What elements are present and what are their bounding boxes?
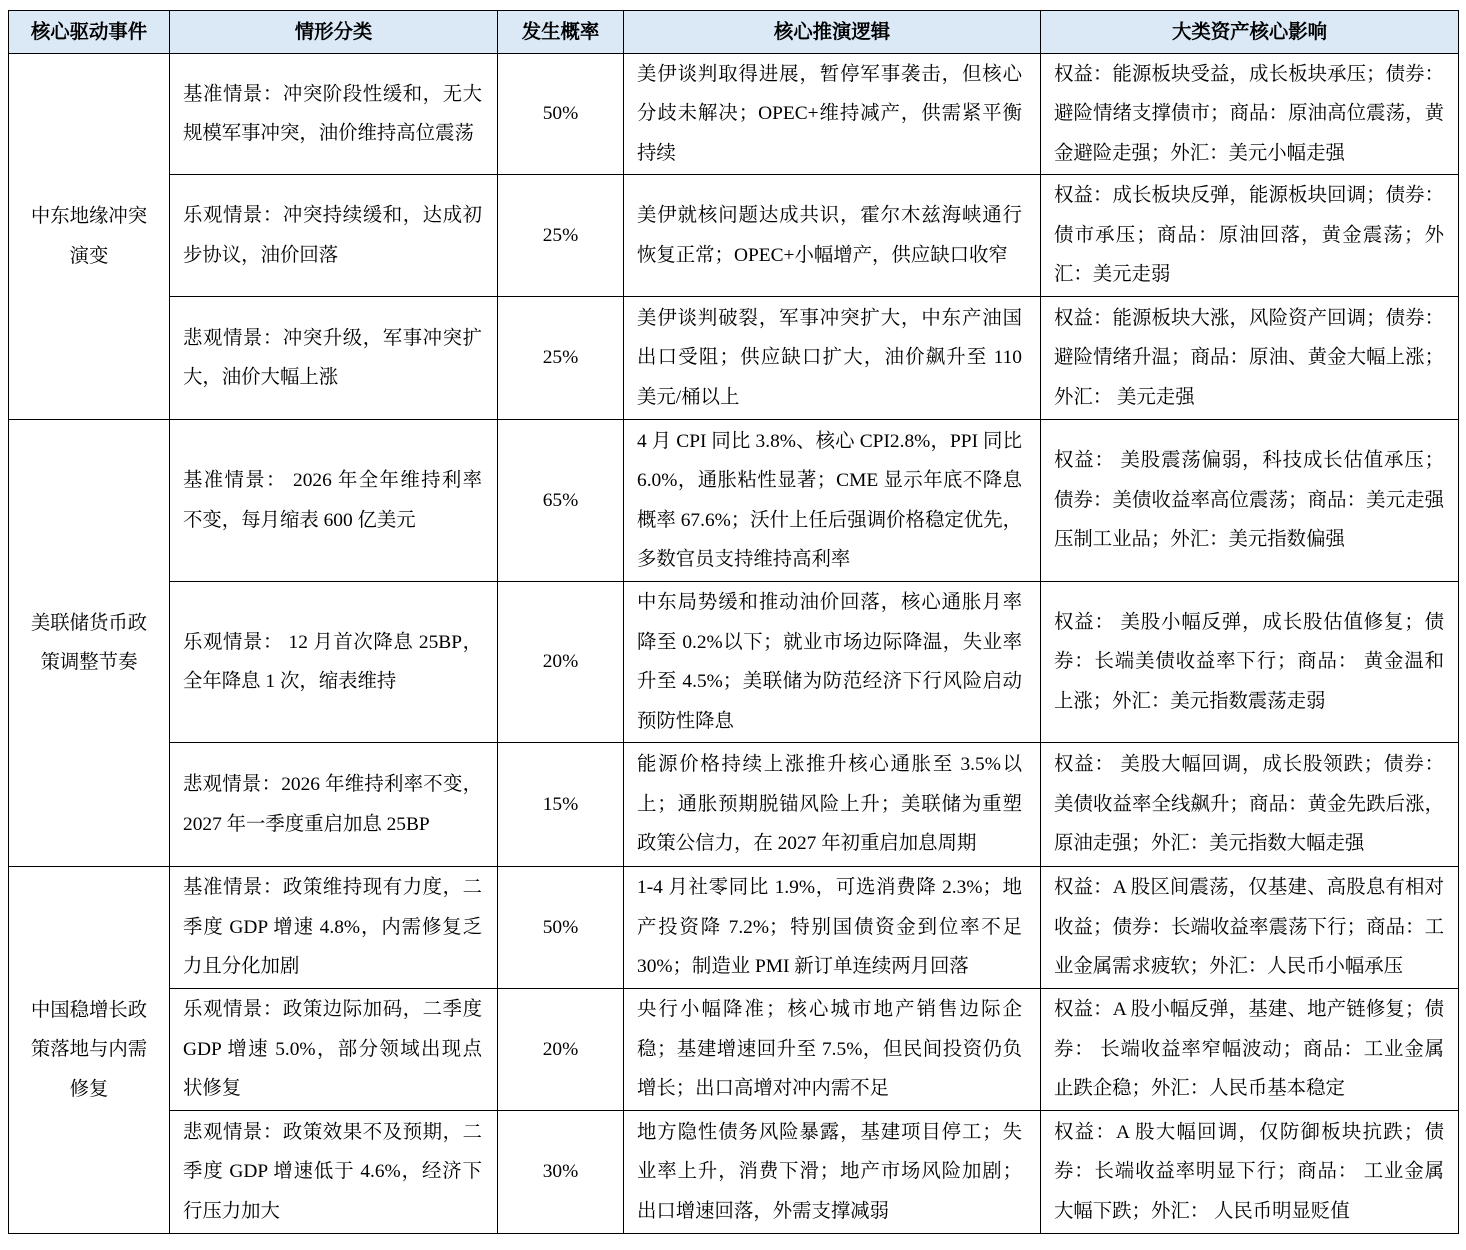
impact-cell: 权益：能源板块受益，成长板块承压；债券：避险情绪支撑债市；商品：原油高位震荡，黄金避险走强；外汇：美元小幅走强 bbox=[1041, 54, 1459, 175]
table-row bbox=[9, 297, 1459, 420]
impact-cell: 权益：能源板块大涨，风险资产回调；债券：避险情绪升温；商品：原油、黄金大幅上涨；外汇： 美元走强 bbox=[1041, 297, 1459, 420]
table-row bbox=[9, 175, 1459, 297]
scenario-cell: 基准情景：冲突阶段性缓和，无大规模军事冲突，油价维持高位震荡 bbox=[170, 54, 498, 175]
event-cell-fed-policy: 美联储货币政策调整节奏 bbox=[9, 420, 170, 867]
header-cell-impact: 大类资产核心影响 bbox=[1041, 11, 1459, 54]
probability-cell: 25% bbox=[498, 297, 624, 420]
probability-cell: 25% bbox=[498, 175, 624, 297]
header-cell-scenario: 情形分类 bbox=[170, 11, 498, 54]
logic-cell: 美伊谈判破裂，军事冲突扩大，中东产油国出口受阻；供应缺口扩大，油价飙升至 110 美元/桶以上 bbox=[624, 297, 1041, 420]
table-row bbox=[9, 420, 1459, 582]
scenario-cell: 乐观情景：冲突持续缓和，达成初步协议，油价回落 bbox=[170, 175, 498, 297]
probability-cell: 50% bbox=[498, 54, 624, 175]
probability-cell: 20% bbox=[498, 582, 624, 743]
impact-cell: 权益：A 股区间震荡，仅基建、高股息有相对收益；债券：长端收益率震荡下行；商品：工业金属需求疲软；外汇：人民币小幅承压 bbox=[1041, 867, 1459, 989]
scenario-cell: 悲观情景：2026 年维持利率不变，2027 年一季度重启加息 25BP bbox=[170, 743, 498, 867]
header-cell-logic: 核心推演逻辑 bbox=[624, 11, 1041, 54]
logic-cell: 美伊就核问题达成共识，霍尔木兹海峡通行恢复正常；OPEC+小幅增产，供应缺口收窄 bbox=[624, 175, 1041, 297]
table-row bbox=[9, 54, 1459, 175]
scenario-cell: 乐观情景：政策边际加码，二季度 GDP 增速 5.0%，部分领域出现点状修复 bbox=[170, 989, 498, 1111]
logic-cell: 1-4 月社零同比 1.9%，可选消费降 2.3%；地产投资降 7.2%；特别国债资金到位率不足 30%；制造业 PMI 新订单连续两月回落 bbox=[624, 867, 1041, 989]
scenario-cell: 基准情景： 2026 年全年维持利率不变，每月缩表 600 亿美元 bbox=[170, 420, 498, 582]
impact-cell: 权益：成长板块反弹，能源板块回调；债券：债市承压；商品：原油回落，黄金震荡；外汇：美元走弱 bbox=[1041, 175, 1459, 297]
scenario-cell: 悲观情景：冲突升级，军事冲突扩大，油价大幅上涨 bbox=[170, 297, 498, 420]
impact-cell: 权益： 美股大幅回调，成长股领跌；债券：美债收益率全线飙升；商品：黄金先跌后涨，原油走强；外汇：美元指数大幅走强 bbox=[1041, 743, 1459, 867]
probability-cell: 50% bbox=[498, 867, 624, 989]
logic-cell: 地方隐性债务风险暴露，基建项目停工；失业率上升，消费下滑；地产市场风险加剧；出口增速回落，外需支撑减弱 bbox=[624, 1111, 1041, 1234]
logic-cell: 央行小幅降准；核心城市地产销售边际企稳；基建增速回升至 7.5%，但民间投资仍负增长；出口高增对冲内需不足 bbox=[624, 989, 1041, 1111]
impact-cell: 权益： 美股震荡偏弱，科技成长估值承压；债券：美债收益率高位震荡；商品：美元走强压制工业品；外汇：美元指数偏强 bbox=[1041, 420, 1459, 582]
header-cell-probability: 发生概率 bbox=[498, 11, 624, 54]
scenario-cell: 基准情景：政策维持现有力度，二季度 GDP 增速 4.8%，内需修复乏力且分化加剧 bbox=[170, 867, 498, 989]
logic-cell: 中东局势缓和推动油价回落，核心通胀月率降至 0.2%以下；就业市场边际降温，失业率升至 4.5%；美联储为防范经济下行风险启动预防性降息 bbox=[624, 582, 1041, 743]
event-cell-china-growth: 中国稳增长政策落地与内需修复 bbox=[9, 867, 170, 1234]
impact-cell: 权益：A 股小幅反弹，基建、地产链修复；债券： 长端收益率窄幅波动；商品：工业金属止跌企稳；外汇：人民币基本稳定 bbox=[1041, 989, 1459, 1111]
table-row bbox=[9, 1111, 1459, 1234]
logic-cell: 4 月 CPI 同比 3.8%、核心 CPI2.8%，PPI 同比 6.0%，通胀粘性显著；CME 显示年底不降息概率 67.6%；沃什上任后强调价格稳定优先，多数官员支持维持高利率 bbox=[624, 420, 1041, 582]
header-cell-event: 核心驱动事件 bbox=[9, 11, 170, 54]
header-row bbox=[9, 11, 1459, 54]
logic-cell: 美伊谈判取得进展，暂停军事袭击，但核心分歧未解决；OPEC+维持减产，供需紧平衡持续 bbox=[624, 54, 1041, 175]
impact-cell: 权益： 美股小幅反弹，成长股估值修复；债券：长端美债收益率下行；商品： 黄金温和上涨；外汇：美元指数震荡走弱 bbox=[1041, 582, 1459, 743]
scenario-cell: 悲观情景：政策效果不及预期，二季度 GDP 增速低于 4.6%，经济下行压力加大 bbox=[170, 1111, 498, 1234]
probability-cell: 20% bbox=[498, 989, 624, 1111]
logic-cell: 能源价格持续上涨推升核心通胀至 3.5%以上；通胀预期脱锚风险上升；美联储为重塑政策公信力，在 2027 年初重启加息周期 bbox=[624, 743, 1041, 867]
table-row bbox=[9, 867, 1459, 989]
event-cell-middle-east: 中东地缘冲突演变 bbox=[9, 54, 170, 420]
probability-cell: 30% bbox=[498, 1111, 624, 1234]
impact-cell: 权益：A 股大幅回调，仅防御板块抗跌；债券：长端收益率明显下行；商品： 工业金属大幅下跌；外汇： 人民币明显贬值 bbox=[1041, 1111, 1459, 1234]
probability-cell: 65% bbox=[498, 420, 624, 582]
scenario-table-container bbox=[8, 10, 1458, 1234]
table-row bbox=[9, 743, 1459, 867]
scenario-table bbox=[8, 10, 1459, 1234]
table-row bbox=[9, 582, 1459, 743]
table-row bbox=[9, 989, 1459, 1111]
probability-cell: 15% bbox=[498, 743, 624, 867]
scenario-cell: 乐观情景： 12 月首次降息 25BP，全年降息 1 次，缩表维持 bbox=[170, 582, 498, 743]
